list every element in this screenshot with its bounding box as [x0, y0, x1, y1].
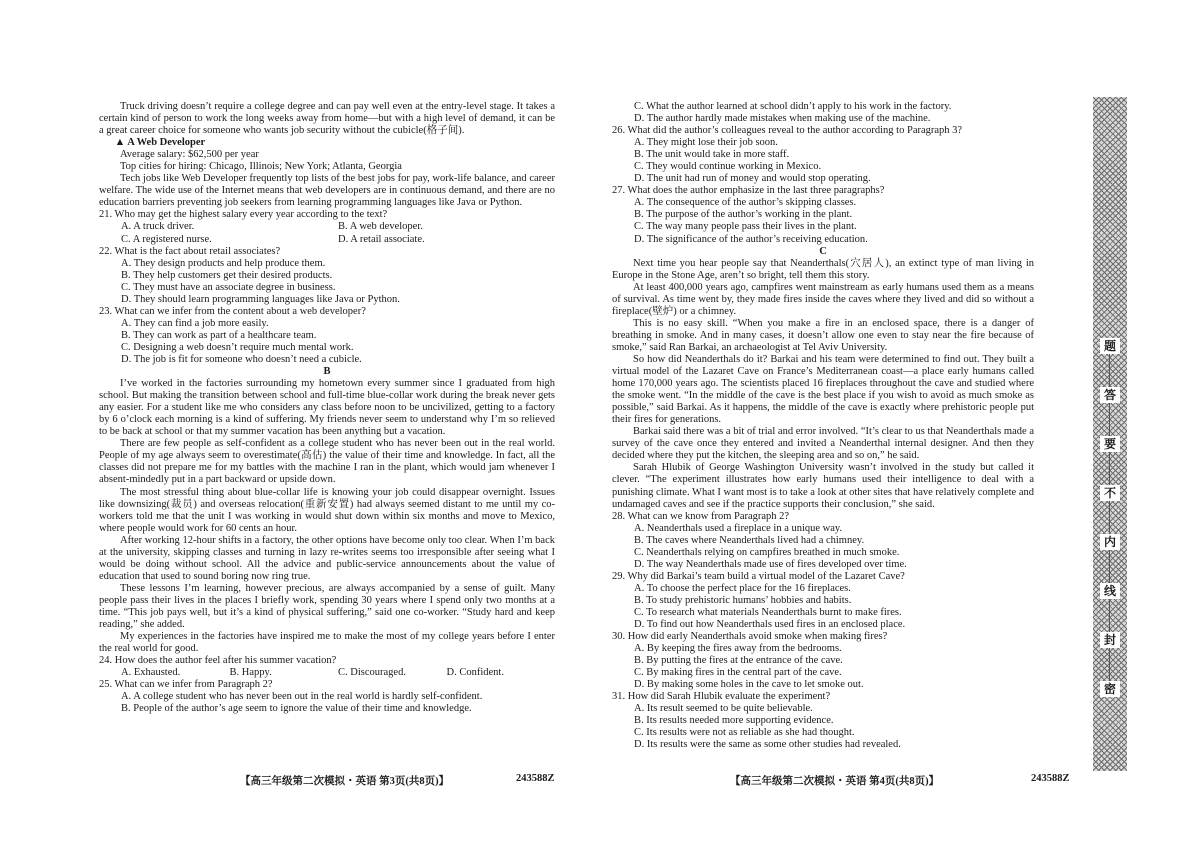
answer-option: B. Its results needed more supporting evidence. — [634, 715, 834, 727]
answer-option: D. The author hardly made mistakes when making use of the machine. — [634, 113, 931, 125]
seal-char-2: 答 — [1100, 387, 1120, 403]
paragraph: My experiences in the factories have inspired me to make the most of my college years before I enter the real world for good. — [99, 631, 555, 655]
answer-option: A. They design products and help produce them. — [121, 257, 326, 269]
answer-option: A. They might lose their job soon. — [634, 137, 778, 149]
question-stem: 22. What is the fact about retail associates? — [99, 245, 281, 257]
paragraph: At least 400,000 years ago, campfires went mainstream as early humans used them as a means of survival. As time went by, they made fires inside the caves where they lived and did so without a fireplace(壁炉) or a chimney. — [612, 281, 1034, 317]
answer-option: A. A college student who has never been out in the real world is hardly self-confident. — [121, 691, 483, 703]
answer-option: D. The unit had run of money and would stop operating. — [634, 173, 871, 185]
answer-option: C. Discouraged. — [338, 667, 406, 679]
answer-option: C. To research what materials Neanderthals burnt to make fires. — [634, 606, 902, 618]
left-column — [99, 101, 555, 715]
question-stem: 28. What can we know from Paragraph 2? — [612, 510, 790, 522]
answer-option: D. The significance of the author’s receiving education. — [634, 233, 868, 245]
question-stem: 29. Why did Barkai’s team build a virtual model of the Lazaret Cave? — [612, 570, 905, 582]
answer-option: B. The purpose of the author’s working in the plant. — [634, 209, 853, 221]
paragraph: Tech jobs like Web Developer frequently top lists of the best jobs for pay, work-life balance, and career welfare. The wide use of the Internet means that web developers are in continuous demand, and there are no education barriers preventing job seekers from learning programming languages like Java or Python. — [99, 173, 555, 209]
answer-option: A. Neanderthals used a fireplace in a unique way. — [634, 522, 843, 534]
seal-line-strip — [1093, 97, 1127, 771]
answer-option: C. A registered nurse. — [121, 233, 212, 245]
answer-option: C. They would continue working in Mexico. — [634, 161, 822, 173]
answer-option-row — [99, 234, 555, 246]
answer-option: B. Happy. — [229, 667, 272, 679]
seal-char-8: 密 — [1100, 681, 1120, 697]
answer-option: A. They can find a job more easily. — [121, 317, 269, 329]
paragraph: So how did Neanderthals do it? Barkai and his team were determined to find out. They built a virtual model of the Lazaret Cave on France’s Mediterranean coast—a place early humans called home 170,000 years ago. The scientists placed 16 fireplaces throughout the cave and studied where the smoke went. “In the middle of the cave is the best place if you wish to avoid as much smoke as possible,” said Barkai. As it happens, the middle of the cave is exactly where prehistoric people put their fires for generations. — [612, 353, 1034, 426]
question-stem: 24. How does the author feel after his summer vacation? — [99, 655, 337, 667]
answer-option: C. They must have an associate degree in business. — [121, 281, 336, 293]
paragraph: After working 12-hour shifts in a factory, the other options have become only too clear. When I’m back at the university, skipping classes and turning in lazy re-writes seems too irresponsible after seeing what I would be doing without school. All the advice and public-service announcements about the value of education that used to sound boring now ring true. — [99, 534, 555, 582]
answer-option: B. They can work as part of a healthcare team. — [121, 329, 317, 341]
answer-option: A. Its result seemed to be quite believable. — [634, 703, 813, 715]
page-footer-label-right: 【高三年级第二次模拟・英语 第4页(共8页)】 — [730, 776, 940, 787]
answer-option: A. The consequence of the author’s skipping classes. — [634, 197, 857, 209]
answer-option: B. A web developer. — [338, 221, 423, 233]
answer-option: B. To study prehistoric humans’ hobbies and habits. — [634, 594, 852, 606]
question-stem: 31. How did Sarah Hlubik evaluate the experiment? — [612, 691, 831, 703]
answer-option: D. By making some holes in the cave to let smoke out. — [634, 679, 864, 691]
page-footer-label-left: 【高三年级第二次模拟・英语 第3页(共8页)】 — [240, 776, 450, 787]
answer-option: B. They help customers get their desired products. — [121, 269, 333, 281]
paragraph: I’ve worked in the factories surrounding my hometown every summer since I graduated from high school. But making the transition between school and full-time blue-collar work during the break never gets any easier. For a student like me who considers any class before noon to be uncivilized, getting to a factory by 6 o’clock each morning is a kind of suffering. My friends never seem to understand why I’m so relieved to be back at school or that my summer vacation has been anything but a vacation. — [99, 378, 555, 438]
section-heading: ▲ A Web Developer — [114, 137, 206, 149]
paragraph: These lessons I’m learning, however precious, are always accompanied by a sense of guilt. Many people pass their lives in the places I briefly work, spending 30 years where I spend only two months at a time. “This job pays well, but it’s a kind of physical suffering,” said one co-worker. “Study hard and keep reading,” she added. — [99, 582, 555, 631]
seal-char-3: 要 — [1100, 436, 1120, 452]
answer-option-row — [99, 221, 555, 233]
answer-option-row — [99, 667, 555, 679]
answer-option: D. To find out how Neanderthals used fires in an enclosed place. — [634, 619, 906, 631]
answer-option: C. Designing a web doesn’t require much mental work. — [121, 341, 354, 353]
section-label: C — [819, 245, 827, 257]
right-column — [612, 101, 1034, 752]
page-code-left: 243588Z — [516, 773, 555, 784]
paragraph: There are few people as self-confident as a college student who has never been out in the real world. People of my age always seem to overestimate(高估) the value of their time and knowledge. In fact, all the classes did not prepare me for my battles with the machine I ran in the plant, which would jam whenever I absent-mindedly put in a part backward or upside down. — [99, 438, 555, 486]
answer-option: C. Its results were not as reliable as she had thought. — [634, 727, 855, 739]
answer-option: C. Neanderthals relying on campfires breathed in much smoke. — [634, 546, 900, 558]
answer-option: A. A truck driver. — [121, 221, 195, 233]
paragraph: Average salary: $62,500 per year — [120, 149, 259, 161]
question-stem: 30. How did early Neanderthals avoid smoke when making fires? — [612, 631, 888, 643]
answer-option: A. To choose the perfect place for the 16 fireplaces. — [634, 582, 851, 594]
answer-option: B. People of the author’s age seem to ignore the value of their time and knowledge. — [121, 703, 472, 715]
paragraph: Barkai said there was a bit of trial and error involved. “It’s clear to us that Neanderthals made a survey of the cave once they entered and invited a Neanderthal internal designer. And then they decided where they put the kitchen, the sleeping area and so on,” he said. — [612, 426, 1034, 462]
answer-option: B. The unit would take in more staff. — [634, 149, 790, 161]
question-stem: 27. What does the author emphasize in the last three paragraphs? — [612, 185, 885, 197]
paragraph: This is no easy skill. “When you make a fire in an enclosed space, there is a danger of breathing in smoke. And in many cases, it doesn’t allow one even to stay near the fire because of smoke,” said Ran Barkai, an archaeologist at Tel Aviv University. — [612, 317, 1034, 353]
seal-char-5: 内 — [1100, 534, 1120, 550]
paragraph: Sarah Hlubik of George Washington University wasn’t involved in the study but called it clever. “The experiment illustrates how early humans used their intelligence to deal with a punishing climate. What I want most is to take a look at other sites that have relatively complete and undamaged caves and see if the practice supports their conclusion,” she said. — [612, 462, 1034, 510]
paragraph: The most stressful thing about blue-collar life is knowing your job could disappear overnight. Issues like downsizing(裁员) and overseas relocation(重新安置) had always seemed distant to me until my co-workers told me that the unit I was working in would shut down within six months and move to Mexico, where people would work for 60 cents an hour. — [99, 486, 555, 534]
seal-char-4: 不 — [1100, 485, 1120, 501]
answer-option: D. A retail associate. — [338, 233, 425, 245]
seal-char-6: 线 — [1100, 583, 1120, 599]
question-stem: 26. What did the author’s colleagues reveal to the author according to Paragraph 3? — [612, 125, 963, 137]
answer-option: C. What the author learned at school didn’t apply to his work in the factory. — [634, 101, 952, 112]
answer-option: D. Confident. — [446, 667, 504, 679]
seal-char-1: 题 — [1100, 338, 1120, 354]
answer-option: D. The job is fit for someone who doesn’t need a cubicle. — [121, 353, 362, 365]
page-code-right: 243588Z — [1031, 773, 1070, 784]
answer-option: A. By keeping the fires away from the bedrooms. — [634, 643, 842, 655]
answer-option: C. The way many people pass their lives in the plant. — [634, 221, 857, 233]
answer-option: A. Exhausted. — [121, 667, 181, 679]
question-stem: 23. What can we infer from the content about a web developer? — [99, 305, 366, 317]
seal-char-7: 封 — [1100, 632, 1120, 648]
question-stem: 25. What can we infer from Paragraph 2? — [99, 679, 273, 691]
paragraph: Top cities for hiring: Chicago, Illinois; New York; Atlanta, Georgia — [120, 161, 402, 173]
section-label: B — [323, 366, 331, 378]
question-stem: 21. Who may get the highest salary every year according to the text? — [99, 209, 388, 221]
paragraph: Next time you hear people say that Neanderthals(穴居人), an extinct type of man living in Europe in the Stone Age, aren’t so bright, tell them this story. — [612, 257, 1034, 281]
answer-option: B. By putting the fires at the entrance of the cave. — [634, 655, 843, 667]
paragraph: Truck driving doesn’t require a college degree and can pay well even at the entry-level stage. It takes a certain kind of person to work the long weeks away from home—but with a high level of demand, it can be a great career choice for someone who wants job security without the cubicle(格子间). — [99, 101, 555, 137]
answer-option: C. By making fires in the central part of the cave. — [634, 667, 842, 679]
answer-option: D. They should learn programming languages like Java or Python. — [121, 293, 400, 305]
answer-option: B. The caves where Neanderthals lived had a chimney. — [634, 534, 865, 546]
answer-option: D. The way Neanderthals made use of fires developed over time. — [634, 558, 907, 570]
answer-option: D. Its results were the same as some other studies had revealed. — [634, 739, 901, 751]
